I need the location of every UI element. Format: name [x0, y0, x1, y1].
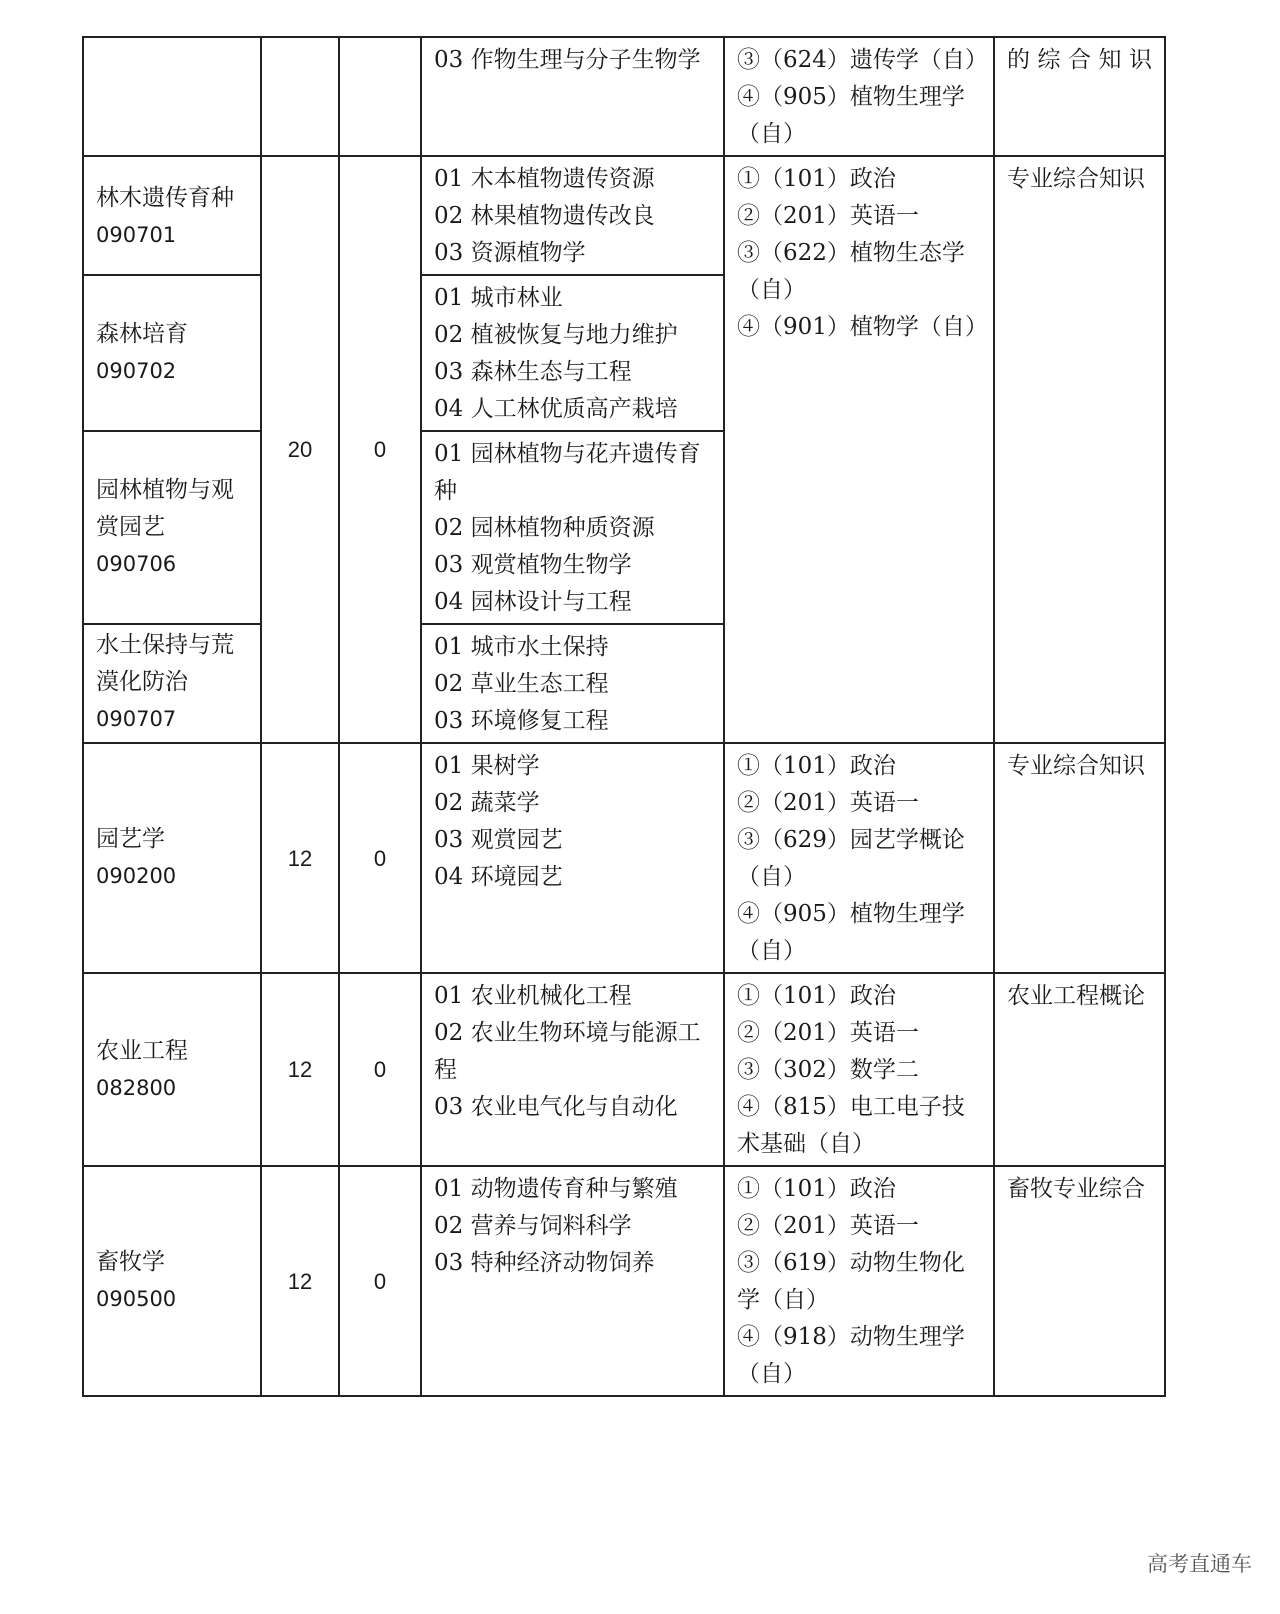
- exam-item: ④（815）电工电子技术基础（自）: [737, 1094, 965, 1157]
- exam-item: ①（101）政治: [737, 753, 896, 779]
- research-directions-cell: [421, 37, 724, 156]
- major-name: 园林植物与观赏园艺: [96, 477, 234, 540]
- exam-subjects-cell: [724, 743, 994, 973]
- research-directions-cell: [421, 275, 724, 431]
- other-count-cell: [339, 37, 421, 156]
- retest-text: 专业综合知识: [1007, 753, 1145, 779]
- other-count-cell: 0: [339, 1166, 421, 1396]
- retest-subject-cell: [994, 156, 1165, 743]
- direction-item: 02 园林植物种质资源: [434, 515, 655, 541]
- major-cell: [83, 973, 261, 1166]
- exam-item: ④（918）动物生理学（自）: [737, 1324, 965, 1387]
- exam-item: ④（901）植物学（自）: [737, 314, 988, 340]
- table-row: [83, 1166, 1165, 1396]
- enrollment-count-cell: 20: [261, 156, 339, 743]
- direction-item: 03 特种经济动物饲养: [434, 1250, 655, 1276]
- enrollment-count-cell: 12: [261, 973, 339, 1166]
- major-name: 畜牧学: [96, 1249, 165, 1275]
- major-cell: [83, 743, 261, 973]
- exam-item: ②（201）英语一: [737, 1020, 919, 1046]
- research-directions-cell: [421, 624, 724, 743]
- major-cell: [83, 624, 261, 743]
- direction-item: 01 木本植物遗传资源: [434, 166, 655, 192]
- direction-item: 03 观赏园艺: [434, 827, 563, 853]
- major-code: 090702: [96, 359, 177, 383]
- direction-item: 03 农业电气化与自动化: [434, 1094, 678, 1120]
- research-directions-cell: [421, 431, 724, 624]
- watermark: 高考直通车: [1147, 1552, 1252, 1576]
- major-name: 农业工程: [96, 1037, 188, 1064]
- retest-subject-cell: [994, 37, 1165, 156]
- exam-item: ③（302）数学二: [737, 1057, 919, 1083]
- table-row: [83, 973, 1165, 1166]
- major-code: 082800: [96, 1075, 177, 1100]
- other-count-cell: 0: [339, 973, 421, 1166]
- exam-item: ③（629）园艺学概论（自）: [737, 827, 965, 890]
- research-directions-cell: [421, 156, 724, 275]
- major-cell: [83, 431, 261, 624]
- direction-item: 01 城市水土保持: [434, 634, 609, 660]
- other-count-cell: 0: [339, 743, 421, 973]
- direction-item: 02 营养与饲料科学: [434, 1213, 632, 1239]
- direction-item: 02 蔬菜学: [434, 790, 540, 816]
- major-code: 090706: [96, 552, 177, 576]
- exam-item: ①（101）政治: [737, 1176, 896, 1202]
- exam-item: ④（905）植物生理学（自）: [737, 84, 965, 147]
- exam-subjects-cell: [724, 156, 994, 743]
- table-row: [83, 156, 1165, 275]
- enrollment-count-cell: [261, 37, 339, 156]
- major-code: 090701: [96, 222, 177, 247]
- retest-text: 农业工程概论: [1007, 983, 1145, 1009]
- exam-item: ③（619）动物生物化学（自）: [737, 1250, 965, 1313]
- direction-item: 04 环境园艺: [434, 864, 563, 890]
- direction-item: 03 作物生理与分子生物学: [434, 47, 701, 73]
- research-directions-cell: [421, 973, 724, 1166]
- direction-item: 03 森林生态与工程: [434, 359, 632, 385]
- exam-item: ①（101）政治: [737, 983, 896, 1009]
- direction-item: 01 城市林业: [434, 285, 563, 311]
- exam-item: ②（201）英语一: [737, 1213, 919, 1239]
- direction-item: 04 人工林优质高产栽培: [434, 396, 678, 422]
- direction-item: 01 动物遗传育种与繁殖: [434, 1176, 678, 1202]
- exam-item: ④（905）植物生理学（自）: [737, 901, 965, 964]
- direction-item: 01 园林植物与花卉遗传育种: [434, 441, 701, 504]
- major-name: 园艺学: [96, 826, 165, 852]
- table-row: [83, 743, 1165, 973]
- exam-subjects-cell: [724, 1166, 994, 1396]
- retest-subject-cell: [994, 743, 1165, 973]
- direction-item: 01 农业机械化工程: [434, 983, 632, 1009]
- direction-item: 01 果树学: [434, 753, 540, 779]
- major-code: 090500: [96, 1287, 177, 1311]
- retest-text: 专业综合知识: [1007, 166, 1145, 192]
- major-cell: [83, 37, 261, 156]
- exam-item: ③（622）植物生态学（自）: [737, 240, 965, 303]
- retest-subject-cell: [994, 973, 1165, 1166]
- direction-item: 03 资源植物学: [434, 240, 586, 266]
- direction-item: 04 园林设计与工程: [434, 589, 632, 615]
- enrollment-count-cell: 12: [261, 1166, 339, 1396]
- research-directions-cell: [421, 1166, 724, 1396]
- exam-item: ②（201）英语一: [737, 203, 919, 229]
- major-cell: [83, 275, 261, 431]
- major-name: 林木遗传育种: [96, 184, 234, 211]
- other-count-cell: 0: [339, 156, 421, 743]
- admissions-table: [82, 36, 1166, 1397]
- major-code: 090707: [96, 707, 177, 731]
- exam-subjects-cell: [724, 37, 994, 156]
- major-name: 森林培育: [96, 321, 188, 347]
- direction-item: 03 观赏植物生物学: [434, 552, 632, 578]
- major-name: 水土保持与荒漠化防治: [96, 632, 234, 695]
- major-code: 090200: [96, 864, 177, 888]
- direction-item: 02 草业生态工程: [434, 671, 609, 697]
- major-cell: [83, 1166, 261, 1396]
- direction-item: 03 环境修复工程: [434, 708, 609, 734]
- enrollment-count-cell: 12: [261, 743, 339, 973]
- table-row: [83, 37, 1165, 156]
- direction-item: 02 林果植物遗传改良: [434, 203, 655, 229]
- direction-item: 02 农业生物环境与能源工程: [434, 1020, 701, 1083]
- exam-item: ③（624）遗传学（自）: [737, 47, 988, 73]
- retest-subject-cell: [994, 1166, 1165, 1396]
- exam-subjects-cell: [724, 973, 994, 1166]
- major-cell: [83, 156, 261, 275]
- retest-text: 畜牧专业综合: [1007, 1176, 1145, 1202]
- research-directions-cell: [421, 743, 724, 973]
- retest-text: 的 综 合 知 识: [1007, 47, 1152, 73]
- admissions-table-page: [82, 36, 1164, 1397]
- exam-item: ①（101）政治: [737, 166, 896, 192]
- exam-item: ②（201）英语一: [737, 790, 919, 816]
- direction-item: 02 植被恢复与地力维护: [434, 322, 678, 348]
